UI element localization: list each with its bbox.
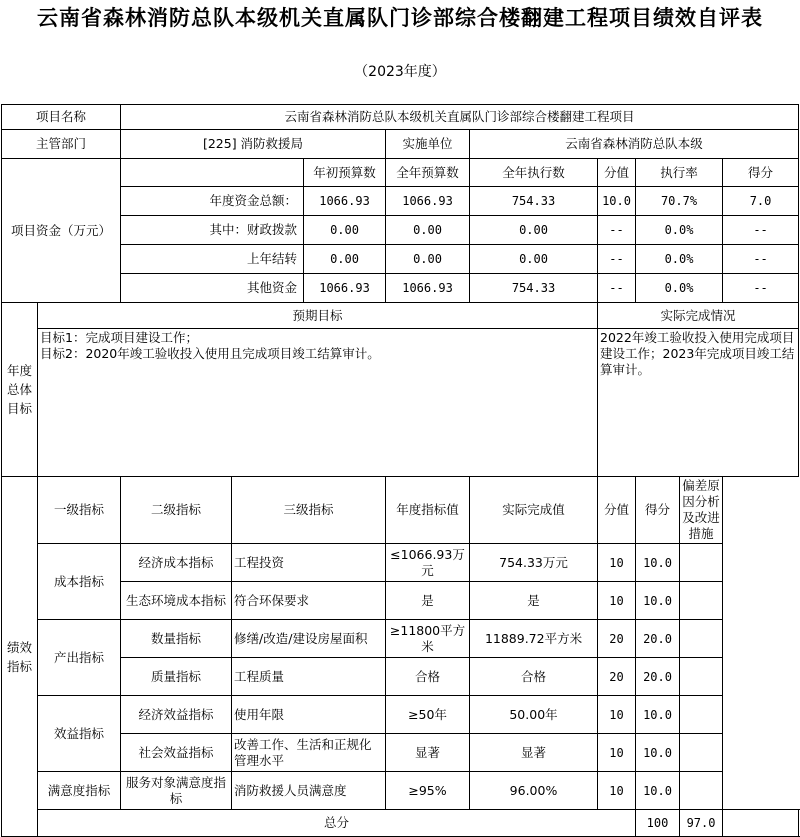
- level1-cell: 成本指标: [38, 544, 121, 620]
- funds-weight: --: [598, 274, 636, 303]
- target-cell: ≥50年: [386, 696, 470, 734]
- level3-cell: 消防救援人员满意度: [232, 772, 386, 810]
- actual-cell: 50.00年: [470, 696, 598, 734]
- funds-weight: --: [598, 216, 636, 245]
- funds-rate: 0.0%: [636, 274, 723, 303]
- funds-score: 7.0: [723, 187, 799, 216]
- note-cell: [680, 582, 723, 620]
- funds-header-annual: 全年预算数: [386, 159, 470, 187]
- score-cell: 10.0: [636, 544, 680, 582]
- funds-header-executed: 全年执行数: [470, 159, 598, 187]
- ind-header-level2: 二级指标: [121, 477, 232, 544]
- level3-cell: 工程质量: [232, 658, 386, 696]
- funds-annual: 0.00: [386, 245, 470, 274]
- goal-1: 目标1：完成项目建设工作；: [40, 330, 198, 345]
- level2-cell: 生态环境成本指标: [121, 582, 232, 620]
- funds-initial: 0.00: [304, 216, 386, 245]
- funds-initial: 0.00: [304, 245, 386, 274]
- goals-actual: 2022年竣工验收投入使用完成项目建设工作；2023年完成项目竣工结算审计。: [598, 329, 799, 477]
- note-cell: [680, 696, 723, 734]
- score-cell: 10.0: [636, 734, 680, 772]
- funds-row: [2, 187, 799, 216]
- note-cell: [680, 544, 723, 582]
- total-score: 97.0: [680, 810, 723, 837]
- ind-header-note: 偏差原因分析及改进措施: [680, 477, 723, 544]
- ind-header-level1: 一级指标: [38, 477, 121, 544]
- level2-cell: 经济效益指标: [121, 696, 232, 734]
- funds-annual: 1066.93: [386, 274, 470, 303]
- indicator-row: [2, 582, 799, 620]
- total-label: 总分: [38, 810, 636, 837]
- indicator-row: [2, 734, 799, 772]
- funds-row: [2, 274, 799, 303]
- project-name-label: 项目名称: [2, 105, 121, 130]
- funds-annual: 0.00: [386, 216, 470, 245]
- level3-cell: 修缮/改造/建设房屋面积: [232, 620, 386, 658]
- score-cell: 10.0: [636, 582, 680, 620]
- performance-table: [1, 104, 799, 837]
- funds-row-name: 年度资金总额：: [121, 187, 304, 216]
- score-cell: 20.0: [636, 658, 680, 696]
- ind-header-score: 得分: [636, 477, 680, 544]
- weight-cell: 10: [598, 734, 636, 772]
- goal-2: 目标2：2020年竣工验收投入使用且完成项目竣工结算审计。: [40, 346, 380, 361]
- level1-cell: 满意度指标: [38, 772, 121, 810]
- report-year: （2023年度）: [354, 64, 446, 80]
- level3-cell: 符合环保要求: [232, 582, 386, 620]
- funds-row-name: 其他资金: [121, 274, 304, 303]
- weight-cell: 10: [598, 772, 636, 810]
- note-cell: [680, 772, 723, 810]
- level2-cell: 服务对象满意度指标: [121, 772, 232, 810]
- funds-executed: 0.00: [470, 216, 598, 245]
- level2-cell: 社会效益指标: [121, 734, 232, 772]
- level2-cell: 数量指标: [121, 620, 232, 658]
- funds-header-rate: 执行率: [636, 159, 723, 187]
- target-cell: ≥95%: [386, 772, 470, 810]
- funds-header-blank: [121, 159, 304, 187]
- funds-header-initial: 年初预算数: [304, 159, 386, 187]
- note-cell: [680, 734, 723, 772]
- level3-cell: 工程投资: [232, 544, 386, 582]
- goals-expected: [38, 329, 598, 477]
- total-weight: 100: [636, 810, 680, 837]
- funds-rate: 0.0%: [636, 245, 723, 274]
- goals-label: 年度总体目标: [2, 303, 38, 477]
- actual-cell: 是: [470, 582, 598, 620]
- level2-cell: 经济成本指标: [121, 544, 232, 582]
- level1-cell: 效益指标: [38, 696, 121, 772]
- funds-label: 项目资金（万元）: [2, 159, 121, 303]
- actual-cell: 合格: [470, 658, 598, 696]
- funds-row-name: 其中：财政拨款: [121, 216, 304, 245]
- weight-cell: 10: [598, 582, 636, 620]
- score-cell: 20.0: [636, 620, 680, 658]
- actual-cell: 显著: [470, 734, 598, 772]
- report-title: 云南省森林消防总队本级机关直属队门诊部综合楼翻建工程项目绩效自评表: [37, 6, 763, 30]
- funds-score: --: [723, 274, 799, 303]
- goals-expected-header: 预期目标: [38, 303, 598, 329]
- weight-cell: 10: [598, 544, 636, 582]
- dept-value: [225] 消防救援局: [121, 130, 386, 159]
- actual-cell: 96.00%: [470, 772, 598, 810]
- level2-cell: 质量指标: [121, 658, 232, 696]
- target-cell: 合格: [386, 658, 470, 696]
- target-cell: 是: [386, 582, 470, 620]
- funds-header-weight: 分值: [598, 159, 636, 187]
- score-cell: 10.0: [636, 696, 680, 734]
- indicator-row: [2, 620, 799, 658]
- indicator-row: [2, 658, 799, 696]
- ind-header-target: 年度指标值: [386, 477, 470, 544]
- indicator-row: [2, 696, 799, 734]
- funds-row: [2, 245, 799, 274]
- funds-executed: 754.33: [470, 274, 598, 303]
- goals-actual-header: 实际完成情况: [598, 303, 799, 329]
- level3-cell: 改善工作、生活和正规化管理水平: [232, 734, 386, 772]
- unit-value: 云南省森林消防总队本级: [470, 130, 799, 159]
- dept-label: 主管部门: [2, 130, 121, 159]
- unit-label: 实施单位: [386, 130, 470, 159]
- weight-cell: 10: [598, 696, 636, 734]
- funds-row: [2, 216, 799, 245]
- target-cell: ≤1066.93万元: [386, 544, 470, 582]
- funds-score: --: [723, 245, 799, 274]
- funds-executed: 0.00: [470, 245, 598, 274]
- ind-header-weight: 分值: [598, 477, 636, 544]
- note-cell: [680, 658, 723, 696]
- funds-initial: 1066.93: [304, 274, 386, 303]
- funds-weight: --: [598, 245, 636, 274]
- indicator-row: [2, 544, 799, 582]
- level3-cell: 使用年限: [232, 696, 386, 734]
- actual-cell: 11889.72平方米: [470, 620, 598, 658]
- target-cell: ≥11800平方米: [386, 620, 470, 658]
- funds-annual: 1066.93: [386, 187, 470, 216]
- indicators-label: 绩效指标: [2, 477, 38, 837]
- score-cell: 10.0: [636, 772, 680, 810]
- weight-cell: 20: [598, 620, 636, 658]
- funds-header-score: 得分: [723, 159, 799, 187]
- funds-rate: 0.0%: [636, 216, 723, 245]
- funds-score: --: [723, 216, 799, 245]
- weight-cell: 20: [598, 658, 636, 696]
- ind-header-actual: 实际完成值: [470, 477, 598, 544]
- funds-executed: 754.33: [470, 187, 598, 216]
- funds-row-name: 上年结转: [121, 245, 304, 274]
- total-note: [723, 810, 799, 837]
- funds-initial: 1066.93: [304, 187, 386, 216]
- project-name: 云南省森林消防总队本级机关直属队门诊部综合楼翻建工程项目: [121, 105, 799, 130]
- funds-rate: 70.7%: [636, 187, 723, 216]
- indicator-row: [2, 772, 799, 810]
- ind-header-level3: 三级指标: [232, 477, 386, 544]
- funds-weight: 10.0: [598, 187, 636, 216]
- level1-cell: 产出指标: [38, 620, 121, 696]
- actual-cell: 754.33万元: [470, 544, 598, 582]
- target-cell: 显著: [386, 734, 470, 772]
- note-cell: [680, 620, 723, 658]
